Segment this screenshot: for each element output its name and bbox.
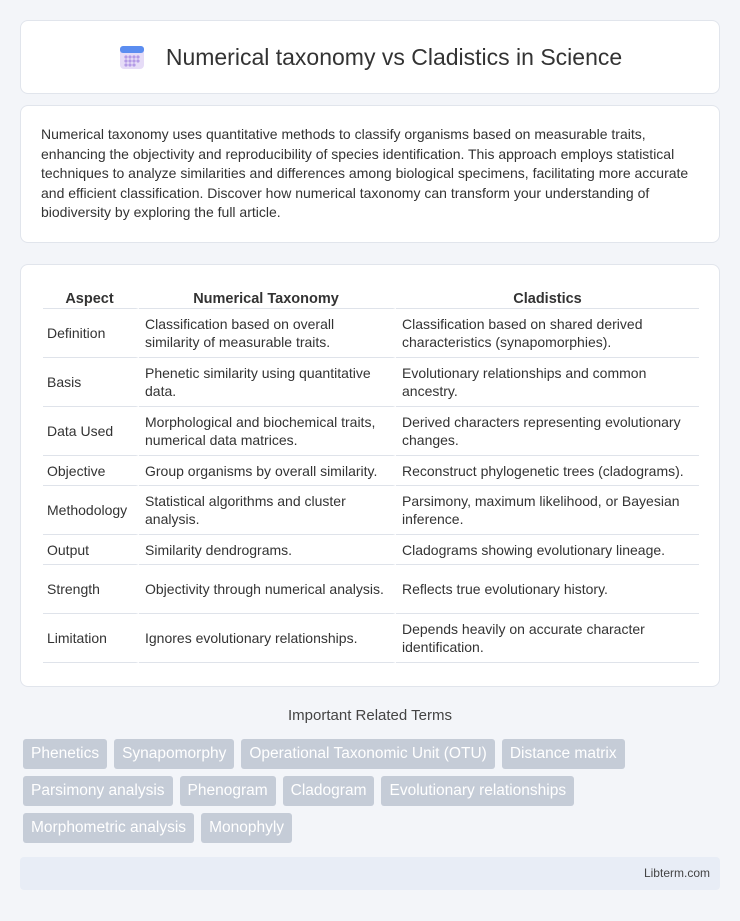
table-row [43, 407, 699, 456]
tag-evolutionary-relationships[interactable]: Evolutionary relationships [381, 776, 574, 806]
row-cladistics: Cladograms showing evolutionary lineage. [396, 535, 699, 565]
table-row [43, 565, 699, 614]
tag-parsimony-analysis[interactable]: Parsimony analysis [23, 776, 173, 806]
tag-row [23, 813, 703, 843]
table-row [43, 486, 699, 535]
tag-phenogram[interactable]: Phenogram [180, 776, 276, 806]
row-numerical-taxonomy: Phenetic similarity using quantitative data. [139, 358, 396, 407]
row-cladistics: Parsimony, maximum likelihood, or Bayesian inference. [396, 486, 699, 535]
related-terms-tags [23, 739, 703, 850]
title-card [20, 20, 720, 94]
row-aspect: Output [43, 535, 139, 565]
table-header-row [43, 284, 699, 309]
row-aspect: Strength [43, 565, 139, 614]
tag-synapomorphy[interactable]: Synapomorphy [114, 739, 234, 769]
tag-operational-taxonomic-unit[interactable]: Operational Taxonomic Unit (OTU) [241, 739, 494, 769]
tag-row [23, 739, 703, 769]
row-numerical-taxonomy: Similarity dendrograms. [139, 535, 396, 565]
row-cladistics: Derived characters representing evolutionary changes. [396, 407, 699, 456]
intro-card [20, 105, 720, 243]
comparison-table-card [20, 264, 720, 687]
row-cladistics: Classification based on shared derived characteristics (synapomorphies). [396, 309, 699, 358]
row-numerical-taxonomy: Objectivity through numerical analysis. [139, 565, 396, 614]
row-numerical-taxonomy: Ignores evolutionary relationships. [139, 614, 396, 663]
row-numerical-taxonomy: Statistical algorithms and cluster analysis. [139, 486, 396, 535]
row-cladistics: Reconstruct phylogenetic trees (cladograms). [396, 456, 699, 486]
row-cladistics: Depends heavily on accurate character identification. [396, 614, 699, 663]
table-row [43, 456, 699, 486]
row-aspect: Data Used [43, 407, 139, 456]
column-header-aspect: Aspect [43, 284, 139, 309]
row-aspect: Methodology [43, 486, 139, 535]
intro-paragraph: Numerical taxonomy uses quantitative methods to classify organisms based on measurable traits, enhancing the objectivity and reproducibility of species identification. This approach employs statistical techniques to analyze similarities and differences among biological specimens, facilitating more accurate and efficient classification. Discover how numerical taxonomy can transform your understanding of biodiversity by exploring the full article. [41, 126, 689, 220]
table-row [43, 535, 699, 565]
calendar-icon [118, 43, 146, 71]
table-row [43, 614, 699, 663]
tag-phenetics[interactable]: Phenetics [23, 739, 107, 769]
table-row [43, 358, 699, 407]
row-aspect: Definition [43, 309, 139, 358]
row-numerical-taxonomy: Morphological and biochemical traits, numerical data matrices. [139, 407, 396, 456]
column-header-numerical-taxonomy: Numerical Taxonomy [139, 284, 396, 309]
tag-monophyly[interactable]: Monophyly [201, 813, 292, 843]
row-aspect: Basis [43, 358, 139, 407]
footer [20, 857, 720, 890]
column-header-cladistics: Cladistics [396, 284, 699, 309]
related-terms-heading: Important Related Terms [288, 707, 452, 724]
tag-distance-matrix[interactable]: Distance matrix [502, 739, 625, 769]
footer-site-link[interactable]: Libterm.com [643, 866, 710, 880]
row-numerical-taxonomy: Group organisms by overall similarity. [139, 456, 396, 486]
tag-morphometric-analysis[interactable]: Morphometric analysis [23, 813, 194, 843]
comparison-table [43, 284, 699, 663]
tag-row [23, 776, 703, 806]
page-title: Numerical taxonomy vs Cladistics in Science [165, 43, 623, 70]
tag-cladogram[interactable]: Cladogram [283, 776, 375, 806]
table-row [43, 309, 699, 358]
row-numerical-taxonomy: Classification based on overall similarity of measurable traits. [139, 309, 396, 358]
row-aspect: Limitation [43, 614, 139, 663]
row-aspect: Objective [43, 456, 139, 486]
row-cladistics: Evolutionary relationships and common ancestry. [396, 358, 699, 407]
row-cladistics: Reflects true evolutionary history. [396, 565, 699, 614]
